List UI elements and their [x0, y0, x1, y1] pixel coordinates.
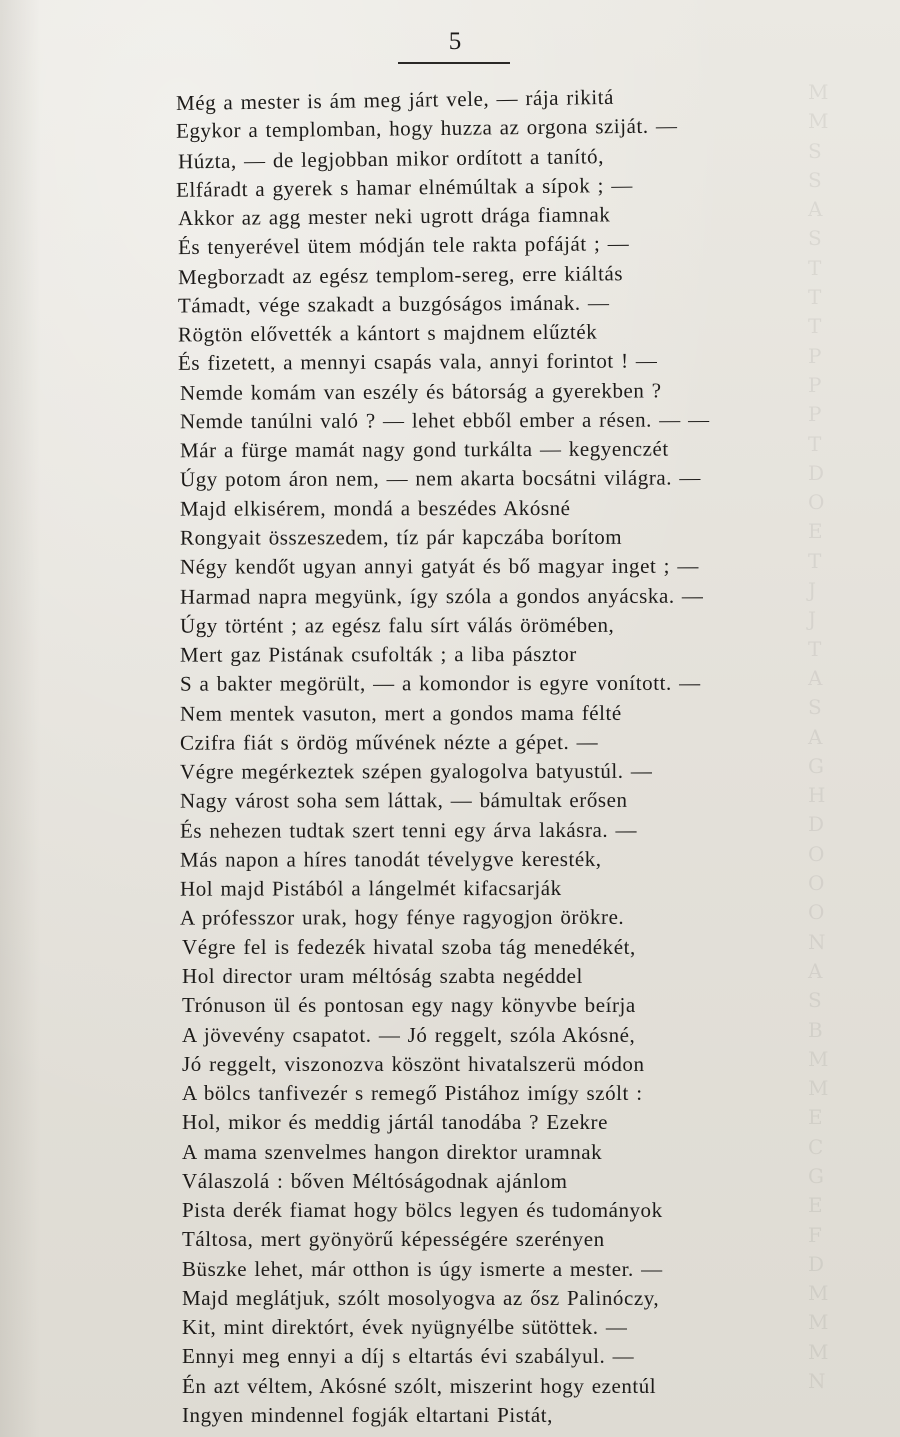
text-line: Majd elkisérem, mondá a beszédes Akósné [179, 495, 571, 521]
text-line: És nehezen tudtak szert tenni egy árva lakásra. — [179, 817, 638, 843]
text-line: Nemde komám van eszély és bátorság a gyerekben ? [179, 378, 662, 405]
text-line: A jövevény csapatot. — Jó reggelt, szóla Akósné, [182, 1022, 636, 1047]
page-number-rule [398, 62, 510, 64]
text-line: Válaszolá : bőven Méltóságodnak ajánlom [182, 1168, 568, 1193]
bleed-through-text: M M S S A S T T T P P P T D O E T J J T A S A G H D O O O N A S B M M E C G E F D M M M N [808, 80, 829, 1394]
text-line: És fizetett, a mennyi csapás vala, annyi forintot ! — [177, 348, 658, 376]
text-line: Nem mentek vasuton, mert a gondos mama félté [179, 700, 622, 726]
text-line: Hol majd Pistából a lángelmét kifacsarják [179, 876, 562, 901]
text-line: Én azt véltem, Akósné szólt, miszerint hogy ezentúl [182, 1373, 657, 1398]
text-line: Ingyen mindennel fogják eltartani Pistát, [182, 1402, 553, 1427]
text-line: Még a mester is ám meg járt vele, — rája rikitá [175, 84, 615, 116]
text-line: Kit, mint direktórt, évek nyügnyélbe sütöttek. — [182, 1315, 628, 1340]
text-line: Úgy potom áron nem, — nem akarta bocsátni világra. — [179, 465, 701, 492]
text-line: Nemde tanúlni való ? — lehet ebből ember a résen. — — [179, 407, 710, 434]
text-line: Végre fel is fedezék hivatal szoba tág menedékét, [182, 934, 636, 959]
text-line: Táltosa, mert gyönyörű képességére szerényen [182, 1227, 605, 1252]
text-line: Húzta, — de legjobban mikor ordított a tanító, [177, 143, 605, 173]
text-line: Négy kendőt ugyan annyi gatyát és bő magyar inget ; — [179, 553, 699, 579]
text-line: Akkor az agg mester neki ugrott drága fiamnak [177, 202, 611, 231]
text-line: Hol, mikor és meddig jártál tanodába ? Ezekre [182, 1110, 608, 1135]
text-line: Ennyi meg ennyi a díj s eltartás évi szabályul. — [182, 1344, 635, 1369]
text-line: Úgy történt ; az egész falu sírt válás örömében, [179, 612, 615, 638]
page-edge-shadow [0, 0, 40, 1437]
text-line: A prófesszor urak, hogy fénye ragyogjon örökre. [179, 905, 625, 931]
text-line: Rongyait összeszedem, tíz pár kapczába borítom [179, 524, 623, 550]
text-line: S a bakter megörült, — a komondor is egyre vonított. — [179, 671, 701, 696]
text-line: Végre megérkeztek szépen gyalogolva batyustúl. — [179, 758, 653, 784]
text-line: Megborzadt az egész templom-sereg, erre kiáltás [177, 260, 624, 289]
text-line: Más napon a híres tanodát tévelygve keresték, [179, 846, 602, 872]
text-line: Jó reggelt, viszonozva köszönt hivatalszerü módon [182, 1051, 645, 1076]
text-line: Támadt, vége szakadt a buzgóságos imának. — [177, 290, 610, 318]
text-line: És tenyerével ütem módján tele rakta pofáját ; — [177, 231, 630, 260]
poem-text [168, 84, 888, 1430]
text-line: Rögtön elővették a kántort s majdnem elűzték [177, 319, 598, 347]
text-line: A mama szenvelmes hangon direktor uramnak [182, 1139, 603, 1164]
page-number: 5 [448, 28, 462, 55]
text-line: A bölcs tanfivezér s remegő Pistához imígy szólt : [182, 1081, 643, 1106]
text-line: Hol director uram méltóság szabta negéddel [182, 963, 583, 988]
text-line: Nagy várost soha sem láttak, — bámultak erősen [179, 788, 628, 814]
text-line: Pista derék fiamat hogy bölcs legyen és tudományok [182, 1198, 663, 1223]
text-line: Egykor a templomban, hogy huzza az orgona sziját. — [175, 113, 678, 144]
text-line: Már a fürge mamát nagy gond turkálta — kegyenczét [179, 436, 669, 463]
text-line: Harmad napra megyünk, így szóla a gondos anyácska. — [179, 583, 704, 609]
text-line: Czifra fiát s ördög művének nézte a gépet. — [179, 729, 599, 755]
text-line: Majd meglátjuk, szólt mosolyogva az ősz Palinóczy, [182, 1285, 660, 1310]
text-line: Elfáradt a gyerek s hamar elnémúltak a sípok ; — [175, 172, 633, 202]
text-line: Trónuson ül és pontosan egy nagy könyvbe beírja [182, 993, 636, 1018]
text-line: Mert gaz Pistának csufolták ; a liba pásztor [179, 641, 577, 667]
text-line: Büszke lehet, már otthon is úgy ismerte a mester. — [182, 1256, 663, 1281]
